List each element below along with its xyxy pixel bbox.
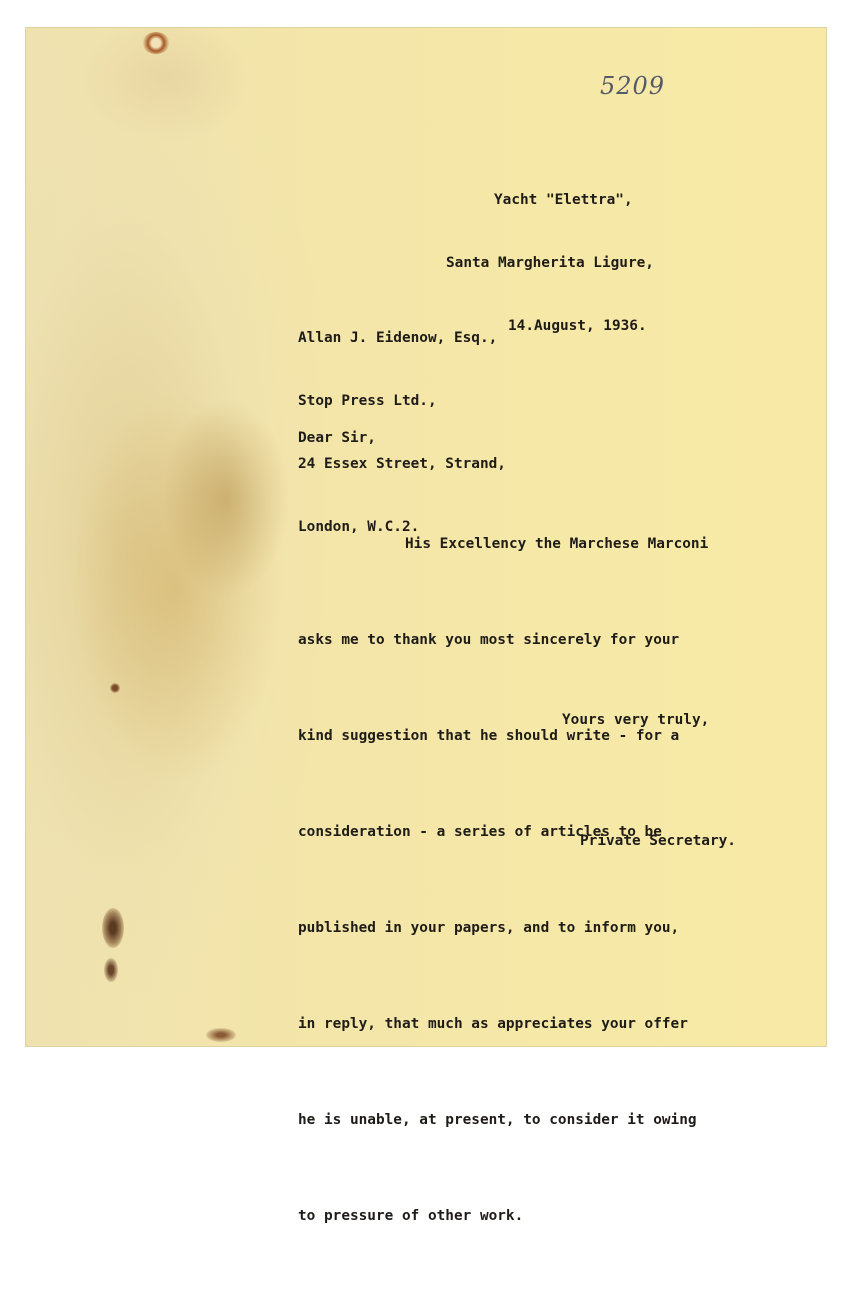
stain-mark [102, 908, 124, 948]
address-line: Stop Press Ltd., [298, 393, 437, 409]
closing: Yours very truly, [562, 712, 710, 728]
stain-mark [104, 958, 118, 982]
signature-title: Private Secretary. [580, 833, 736, 849]
heading-line: Santa Margherita Ligure, [446, 255, 654, 271]
body-line: published in your papers, and to inform you, [298, 920, 680, 936]
body-line: to pressure of other work. [298, 1208, 524, 1224]
address-line: London, W.C.2. [298, 519, 420, 535]
body-line: consideration - a series of articles to be [298, 824, 662, 840]
handwritten-ref-number: 5209 [600, 72, 666, 100]
heading-date: 14.August, 1936. [508, 318, 647, 334]
letter-sheet [26, 28, 826, 1224]
body-line: asks me to thank you most sincerely for your [298, 632, 680, 648]
stain-mark [206, 1028, 236, 1042]
body-line: he is unable, at present, to consider it owing [298, 1112, 697, 1128]
body-line: in reply, that much as appreciates your offer [298, 1016, 688, 1032]
salutation: Dear Sir, [298, 430, 376, 446]
body-line: kind suggestion that he should write - for a [298, 728, 680, 744]
address-line: Allan J. Eidenow, Esq., [298, 330, 498, 346]
heading-line: Yacht "Elettra", [494, 192, 633, 208]
letter-body [298, 464, 708, 1296]
body-line: His Excellency the Marchese Marconi [405, 536, 709, 552]
address-line: 24 Essex Street, Strand, [298, 456, 506, 472]
stain-mark [110, 683, 120, 693]
burn-mark [142, 32, 170, 54]
